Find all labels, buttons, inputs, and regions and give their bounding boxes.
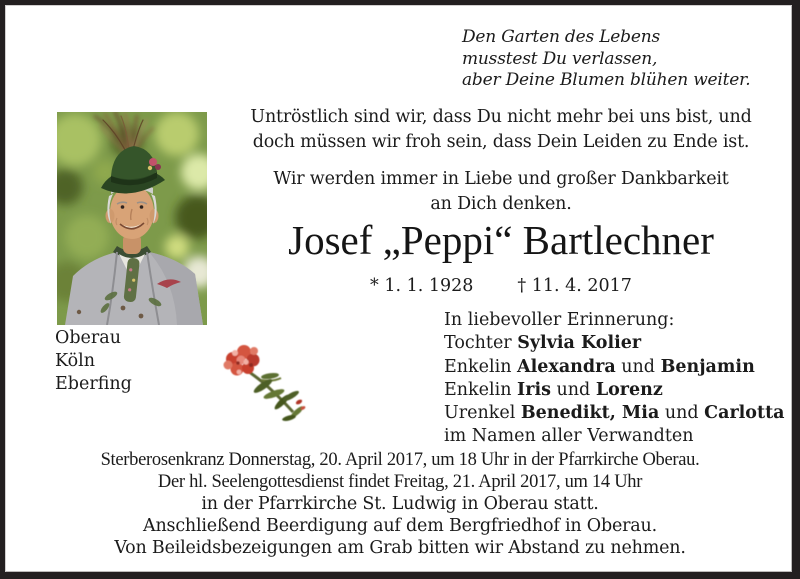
family-line [444, 379, 785, 402]
poem-line: aber Deine Blumen blühen weiter. [462, 70, 751, 90]
birth-date: * 1. 1. 1928 [370, 276, 474, 296]
family-line [444, 332, 785, 355]
family-name: Alexandra [517, 356, 616, 377]
portrait-photo [57, 112, 207, 325]
poem-line: Den Garten des Lebens [462, 27, 660, 47]
location-item: Eberfing [55, 374, 132, 394]
alpine-rose-illustration [211, 332, 313, 432]
family-text: In liebevoller Erinnerung: [444, 310, 675, 330]
service-line: Sterberosenkranz Donnerstag, 20. April 2017, um 18 Uhr in der Pfarrkirche Oberau. [100, 450, 700, 470]
life-dates [208, 276, 794, 296]
condolence-line: an Dich denken. [430, 194, 572, 214]
family-name: Carlotta [704, 403, 785, 424]
family-text: und [659, 403, 705, 424]
memorial-poem [462, 27, 750, 92]
family-text: Enkelin [444, 379, 518, 400]
family-text: und [550, 379, 596, 400]
family-text: im Namen aller Verwandten [444, 426, 694, 447]
location-item: Köln [55, 351, 96, 371]
location-list [55, 327, 132, 396]
family-list [444, 309, 785, 449]
family-name: Benedikt, Mia [520, 403, 660, 424]
family-text: und [615, 356, 661, 377]
condolence-line: doch müssen wir froh sein, dass Dein Leiden zu Ende ist. [252, 132, 750, 152]
service-line: Anschließend Beerdigung auf dem Bergfriedhof in Oberau. [143, 516, 657, 536]
family-text: Enkelin [444, 356, 518, 377]
family-name: Benjamin [660, 356, 755, 377]
family-name: Iris [517, 379, 551, 400]
family-text: Tochter [444, 333, 518, 354]
family-line [444, 402, 785, 425]
death-date: † 11. 4. 2017 [517, 276, 632, 296]
family-line [444, 425, 785, 448]
condolence-paragraph-2 [208, 167, 794, 217]
service-line: Von Beileidsbezeigungen am Grab bitten wir Abstand zu nehmen. [114, 538, 686, 558]
location-item: Oberau [55, 328, 121, 348]
family-name: Lorenz [595, 379, 663, 400]
condolence-line: Wir werden immer in Liebe und großer Dankbarkeit [273, 169, 729, 189]
deceased-name: Josef „Peppi“ Bartlechner [288, 217, 714, 263]
service-line: Der hl. Seelengottesdienst findet Freitag, 21. April 2017, um 14 Uhr [157, 472, 643, 492]
condolence-line: Untröstlich sind wir, dass Du nicht mehr bei uns bist, und [250, 107, 752, 127]
family-name: Sylvia Kolier [517, 333, 642, 354]
family-line [444, 356, 785, 379]
family-line [444, 309, 785, 332]
condolence-paragraph-1 [208, 105, 794, 155]
service-line: in der Pfarrkirche St. Ludwig in Oberau statt. [201, 494, 599, 514]
service-info [0, 449, 800, 559]
family-text: Urenkel [444, 403, 521, 424]
poem-line: musstest Du verlassen, [462, 48, 658, 69]
